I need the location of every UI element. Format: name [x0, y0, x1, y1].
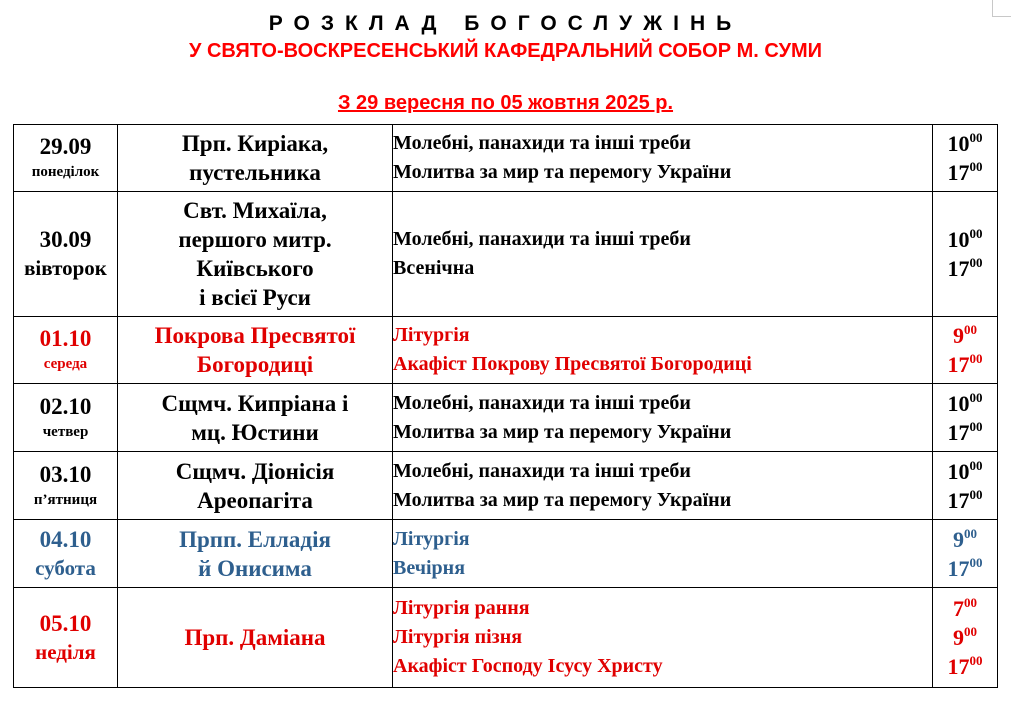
- services-cell: [393, 317, 933, 384]
- saint-line: Прп. Киріака,: [181, 131, 329, 156]
- service-time: $7^{00}$: [953, 595, 977, 621]
- saint-line: Богородиці: [196, 352, 314, 377]
- weekday: п’ятниця: [33, 491, 98, 508]
- service-line: Літургія: [393, 324, 470, 346]
- page-title: РОЗКЛАД БОГОСЛУЖІНЬ: [268, 12, 743, 35]
- time-cell: [933, 384, 998, 452]
- saint-line: Покрова Пресвятої: [154, 323, 356, 348]
- saint-line: й Онисима: [198, 555, 312, 581]
- saint-line: Сщмч. Кипріана і: [161, 390, 349, 416]
- saint-line: мц. Юстини: [191, 419, 319, 445]
- page-subtitle: У СВЯТО-ВОСКРЕСЕНСЬКИЙ КАФЕДРАЛЬНИЙ СОБОР М. СУМИ: [188, 40, 823, 62]
- date-cell: [14, 452, 118, 520]
- saint-line: Прп. Даміана: [184, 625, 326, 650]
- weekday: вівторок: [24, 256, 107, 280]
- table-row: [14, 520, 998, 588]
- service-line: Всенічна: [393, 257, 475, 279]
- service-line: Вечірня: [393, 556, 466, 579]
- weekday: субота: [35, 555, 96, 580]
- table-row: [14, 452, 998, 520]
- date-number: 05.10: [39, 610, 92, 636]
- services-cell: [393, 520, 933, 588]
- saint-cell: [118, 452, 393, 520]
- saint-line: Сщмч. Діонісія: [175, 458, 335, 484]
- saint-line: і всієї Руси: [199, 285, 311, 310]
- date-cell: [14, 192, 118, 317]
- table-row: [14, 588, 998, 688]
- time-cell: [933, 192, 998, 317]
- service-line: Молебні, панахиди та інші треби: [393, 459, 691, 482]
- date-cell: [14, 384, 118, 452]
- time-cell: [933, 588, 998, 688]
- saint-line: Свт. Михаїла,: [183, 198, 327, 223]
- service-line: Молитва за мир та перемогу України: [393, 161, 732, 183]
- services-cell: [393, 588, 933, 688]
- table-row: [14, 384, 998, 452]
- saint-cell: [118, 317, 393, 384]
- saint-line: Прпп. Елладія: [179, 526, 331, 552]
- saint-cell: [118, 588, 393, 688]
- service-line: Молитва за мир та перемогу України: [393, 420, 732, 443]
- schedule-table: [13, 124, 998, 688]
- saint-line: Київського: [196, 256, 314, 281]
- saint-cell: [118, 520, 393, 588]
- service-time: $17^{00}$: [947, 653, 983, 679]
- service-time: $10^{00}$: [947, 457, 983, 484]
- saint-cell: [118, 384, 393, 452]
- schedule-period: З 29 вересня по 05 жовтня 2025 р.: [337, 92, 674, 114]
- service-line: Акафіст Господу Ісусу Христу: [393, 655, 663, 677]
- service-line: Молебні, панахиди та інші треби: [393, 391, 691, 414]
- services-cell: [393, 452, 933, 520]
- saint-cell: [118, 192, 393, 317]
- saint-line: пустельника: [189, 160, 321, 185]
- service-line: Молитва за мир та перемогу України: [393, 488, 732, 511]
- service-time: $9^{00}$: [953, 624, 977, 650]
- service-time: $9^{00}$: [953, 525, 977, 552]
- saint-cell: [118, 125, 393, 192]
- date-number: 30.09: [39, 227, 92, 252]
- weekday: понеділок: [31, 164, 100, 180]
- service-line: Літургія: [393, 527, 470, 550]
- weekday: неділя: [35, 639, 96, 664]
- service-time: $10^{00}$: [947, 389, 983, 416]
- service-line: Літургія пізня: [393, 626, 523, 648]
- service-line: Літургія рання: [393, 597, 530, 619]
- services-cell: [393, 125, 933, 192]
- service-line: Молебні, панахиди та інші треби: [393, 228, 691, 250]
- service-time: $17^{00}$: [947, 255, 983, 281]
- time-cell: [933, 452, 998, 520]
- date-number: 01.10: [39, 326, 92, 351]
- time-cell: [933, 317, 998, 384]
- service-time: $17^{00}$: [947, 351, 983, 377]
- weekday: середа: [43, 356, 88, 372]
- services-cell: [393, 384, 933, 452]
- date-number: 04.10: [39, 526, 92, 552]
- service-line: Акафіст Покрову Пресвятої Богородиці: [393, 353, 752, 375]
- saint-line: першого митр.: [178, 227, 332, 252]
- date-cell: [14, 520, 118, 588]
- date-number: 02.10: [39, 393, 92, 419]
- service-time: $17^{00}$: [947, 418, 983, 445]
- saint-line: Ареопагіта: [197, 487, 313, 513]
- date-number: 29.09: [39, 134, 92, 159]
- time-cell: [933, 520, 998, 588]
- table-row: [14, 125, 998, 192]
- weekday: четвер: [42, 423, 89, 440]
- service-time: $17^{00}$: [947, 486, 983, 513]
- service-time: $9^{00}$: [953, 322, 977, 348]
- service-time: $10^{00}$: [947, 130, 983, 156]
- date-cell: [14, 588, 118, 688]
- time-cell: [933, 125, 998, 192]
- service-time: $17^{00}$: [947, 159, 983, 185]
- services-cell: [393, 192, 933, 317]
- table-row: [14, 317, 998, 384]
- date-number: 03.10: [39, 461, 92, 487]
- service-line: Молебні, панахиди та інші треби: [393, 132, 691, 154]
- service-time: $17^{00}$: [947, 554, 983, 581]
- service-time: $10^{00}$: [947, 226, 983, 252]
- date-cell: [14, 125, 118, 192]
- table-row: [14, 192, 998, 317]
- date-cell: [14, 317, 118, 384]
